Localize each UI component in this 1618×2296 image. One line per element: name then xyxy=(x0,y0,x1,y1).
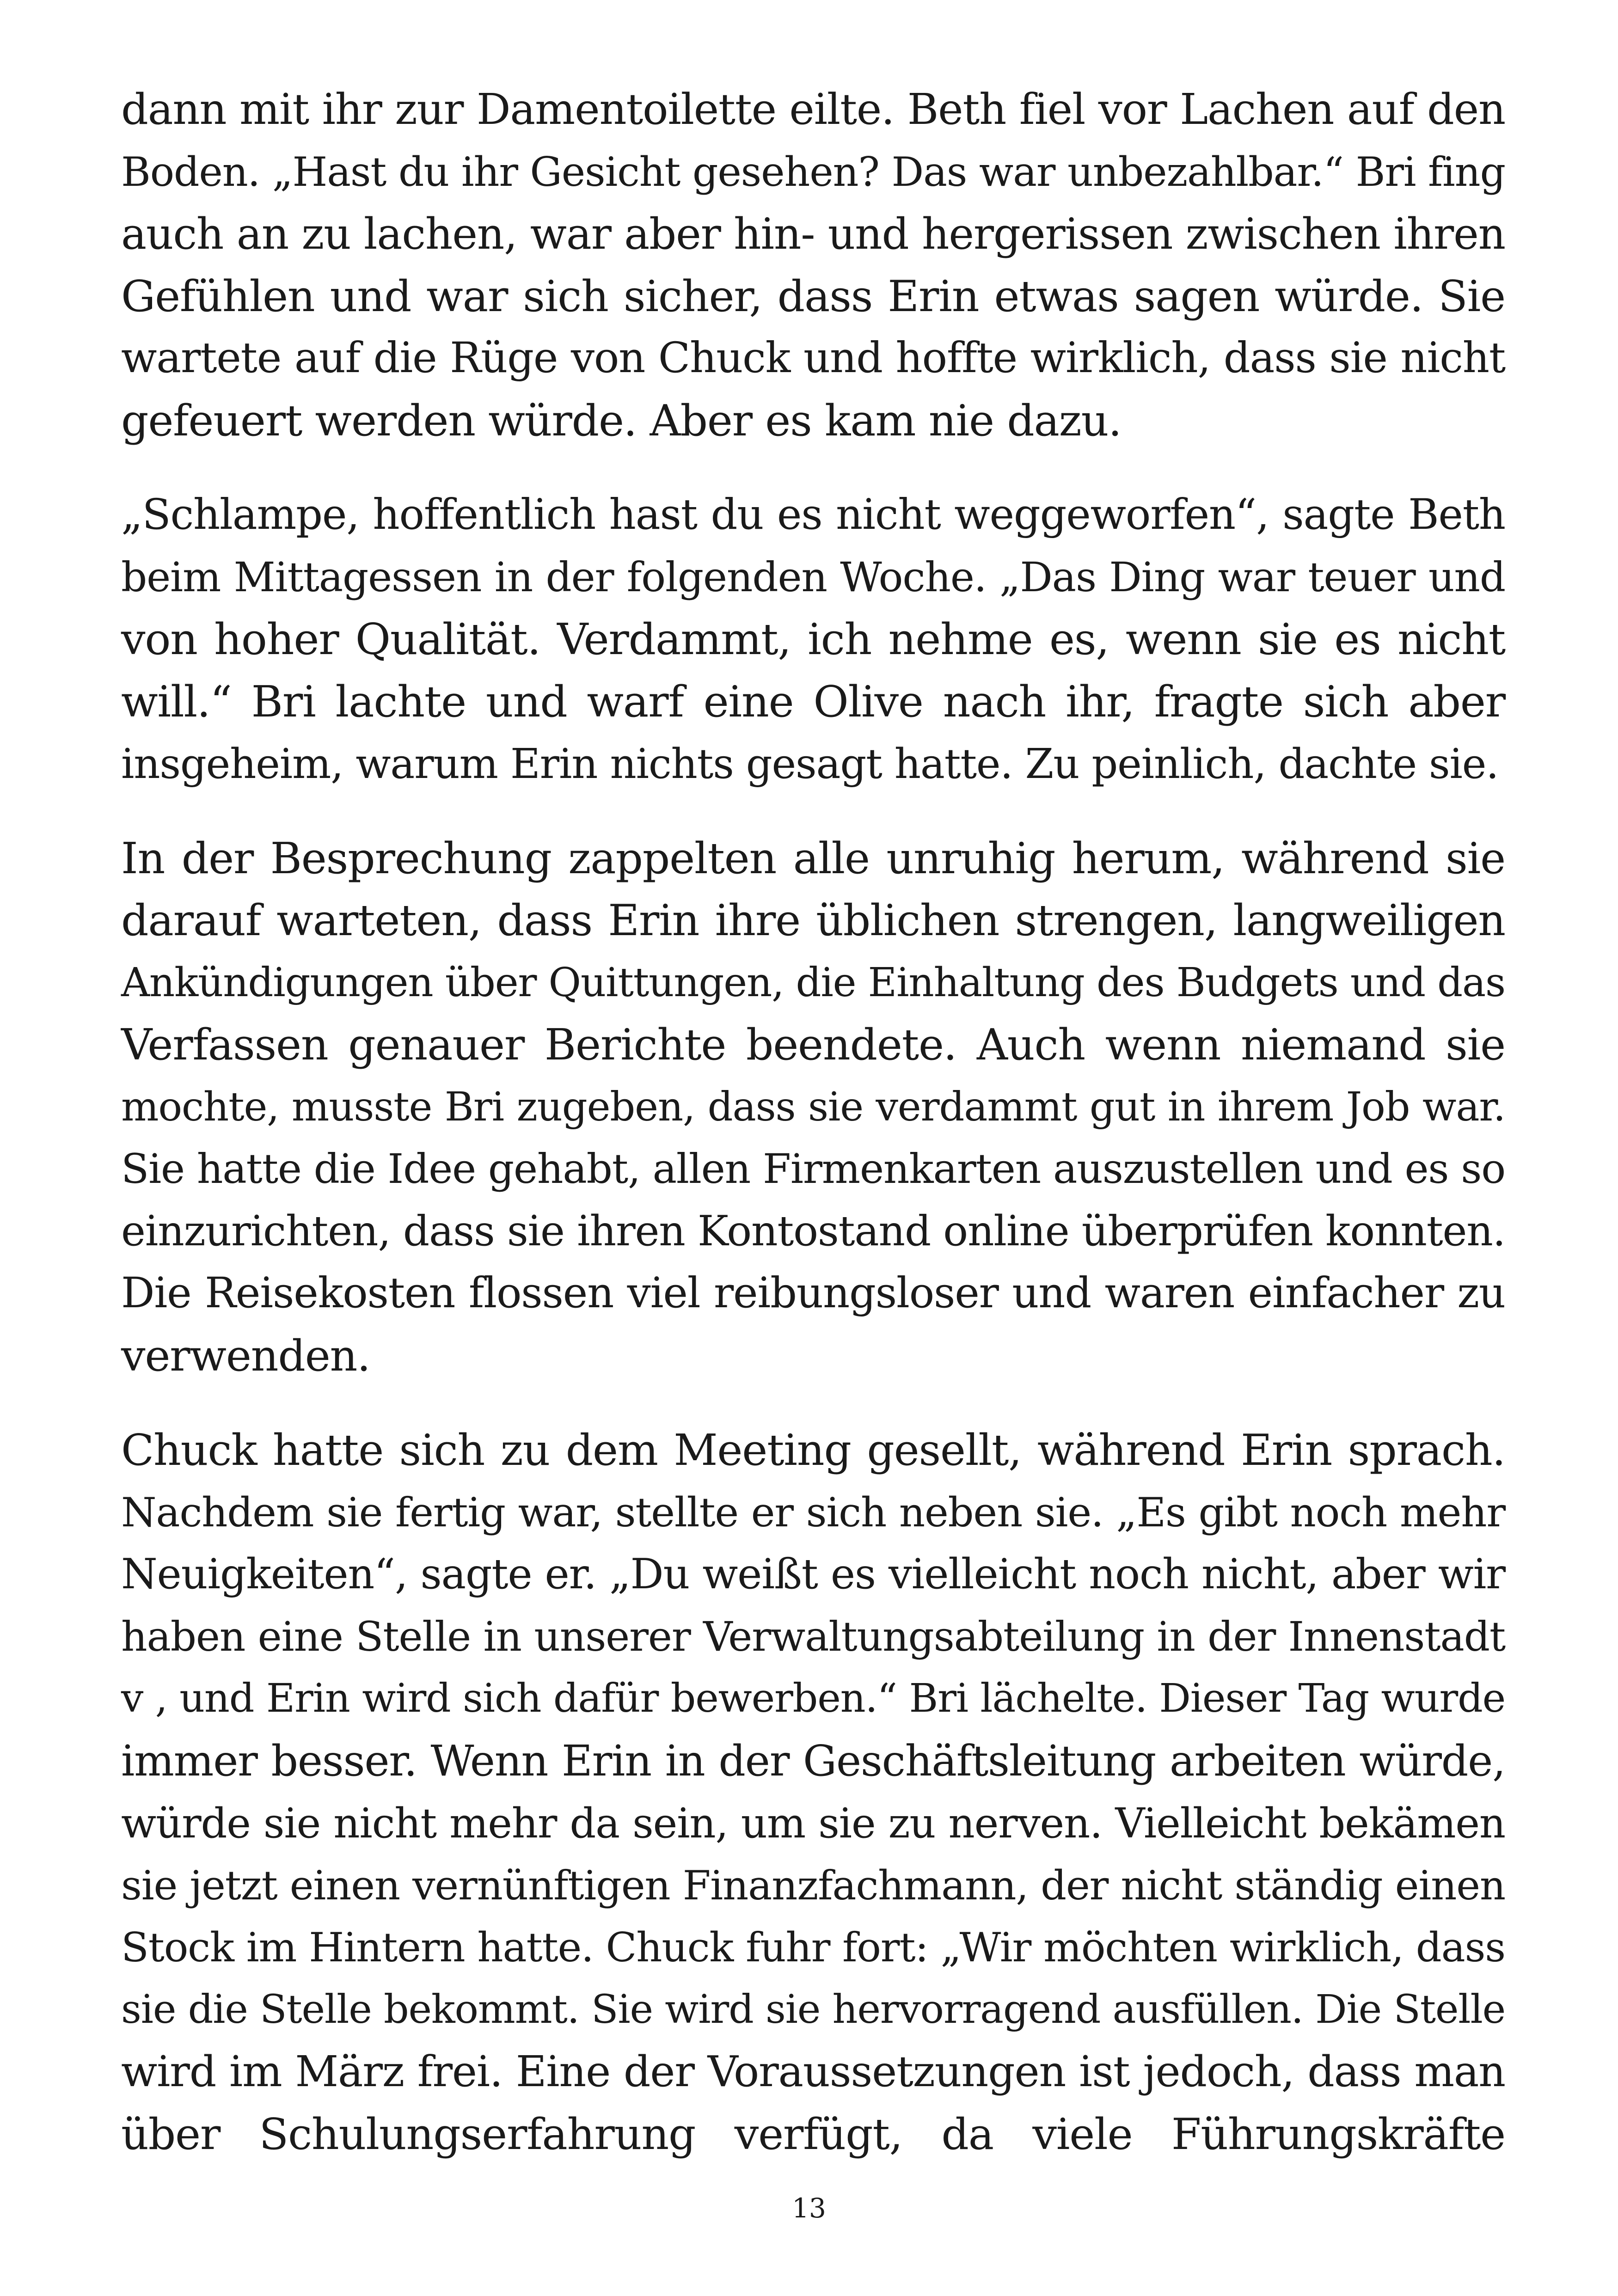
text-line: Neuigkeiten“, sagte er. „Du weißt es vielleicht noch nicht, aber wir xyxy=(121,1550,1505,1598)
text-line: will.“ Bri lachte und warf eine Olive nach ihr, fragte sich aber xyxy=(121,676,1505,727)
paragraph-4 xyxy=(121,1419,1505,2165)
text-line: sie jetzt einen vernünftigen Finanzfachmann, der nicht ständig einen xyxy=(121,1861,1505,1909)
text-line: insgeheim, warum Erin nichts gesagt hatte. Zu peinlich, dachte sie. xyxy=(121,740,1499,788)
text-line: immer besser. Wenn Erin in der Geschäftsleitung arbeiten würde, xyxy=(121,1736,1505,1786)
paragraph-1 xyxy=(121,79,1505,452)
text-line: einzurichten, dass sie ihren Kontostand online überprüfen konnten. xyxy=(121,1207,1505,1255)
paragraph-3 xyxy=(121,827,1505,1387)
text-line: mochte, musste Bri zugeben, dass sie verdammt gut in ihrem Job war. xyxy=(121,1084,1505,1130)
text-line: Nachdem sie fertig war, stellte er sich neben sie. „Es gibt noch mehr xyxy=(121,1488,1505,1536)
text-line: Gefühlen und war sich sicher, dass Erin etwas sagen würde. Sie xyxy=(121,271,1505,321)
text-line: wartete auf die Rüge von Chuck und hoffte wirklich, dass sie nicht xyxy=(121,334,1505,382)
text-line: „Schlampe, hoffentlich hast du es nicht weggeworfen“, sagte Beth xyxy=(121,490,1505,539)
text-line: Verfassen genauer Berichte beendete. Auch wenn niemand sie xyxy=(121,1020,1505,1070)
text-line: von hoher Qualität. Verdammt, ich nehme es, wenn sie es nicht xyxy=(121,614,1505,664)
text-line: Chuck hatte sich zu dem Meeting gesellt, während Erin sprach. xyxy=(121,1425,1505,1475)
text-line: gefeuert werden würde. Aber es kam nie dazu. xyxy=(121,395,1122,446)
text-line: In der Besprechung zappelten alle unruhig herum, während sie xyxy=(121,833,1505,883)
text-line: Die Reisekosten flossen viel reibungsloser und waren einfacher zu xyxy=(121,1269,1505,1317)
text-line: beim Mittagessen in der folgenden Woche. „Das Ding war teuer und xyxy=(121,553,1505,601)
text-line: verwenden. xyxy=(121,1330,370,1381)
text-line: Boden. „Hast du ihr Gesicht gesehen? Das war unbezahlbar.“ Bri fing xyxy=(121,148,1505,196)
body-text xyxy=(121,79,1505,2198)
text-line: haben eine Stelle in unserer Verwaltungsabteilung in der Innenstadt xyxy=(121,1612,1505,1660)
text-line: sie die Stelle bekommt. Sie wird sie hervorragend ausfüllen. Die Stelle xyxy=(121,1986,1505,2033)
text-line: auch an zu lachen, war aber hin- und hergerissen zwischen ihren xyxy=(121,209,1505,259)
text-line: würde sie nicht mehr da sein, um sie zu nerven. Vielleicht bekämen xyxy=(121,1799,1505,1847)
text-line: dann mit ihr zur Damentoilette eilte. Beth fiel vor Lachen auf den xyxy=(121,85,1505,134)
text-line: Ankündigungen über Quittungen, die Einhaltung des Budgets und das xyxy=(121,959,1505,1006)
text-line: Stock im Hintern hatte. Chuck fuhr fort: „Wir möchten wirklich, dass xyxy=(121,1924,1505,1971)
text-line: darauf warteten, dass Erin ihre üblichen strengen, langweiligen xyxy=(121,895,1505,945)
page-number: 13 xyxy=(792,2192,826,2224)
paragraph-2 xyxy=(121,484,1505,795)
text-line: v , und Erin wird sich dafür bewerben.“ Bri lächelte. Dieser Tag wurde xyxy=(121,1676,1505,1721)
text-line: über Schulungserfahrung verfügt, da viele Führungskräfte xyxy=(121,2109,1505,2159)
text-line: wird im März frei. Eine der Voraussetzungen ist jedoch, dass man xyxy=(121,2047,1505,2096)
text-line: Sie hatte die Idee gehabt, allen Firmenkarten auszustellen und es so xyxy=(121,1145,1505,1193)
